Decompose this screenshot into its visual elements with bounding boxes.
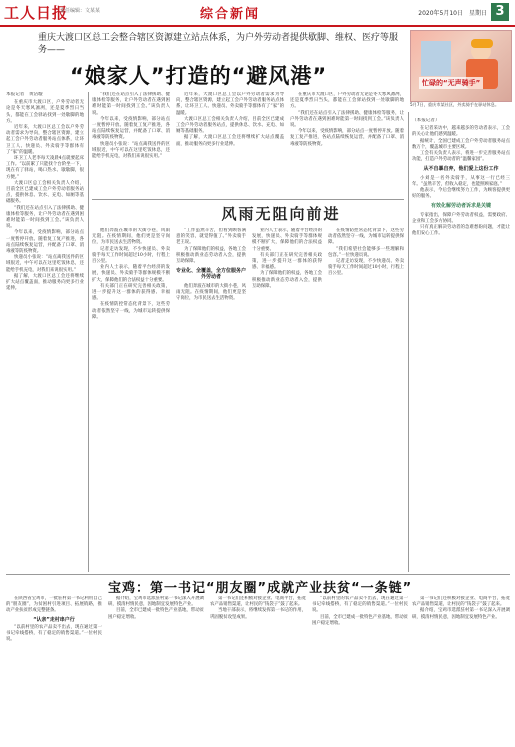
paragraph: 只有真正解决劳动者的急难愁盼问题，才能让他们安心工作。 [412, 225, 510, 237]
story1-kicker: 重庆大渡口区总工会整合辖区资源建立站点体系，为户外劳动者提供歇脚、维权、医疗等服务—— [38, 33, 399, 55]
paragraph: 今年以来，受疫情影响，部分站点一度暂停开放。随着复工复产推进，各站点陆续恢复运营，并配备了口罩、消毒液等防疫物资。 [290, 129, 404, 147]
story3-column-5 [412, 596, 510, 742]
paragraph: “我们还在站点引入了法律援助、健康体检等服务，让户外劳动者在遇到困难时能第一时间找到工会。”该负责人说。 [290, 110, 404, 129]
paragraph: 今年以来，受疫情影响，部分站点一度暂停开放。随着复工复产推进，各站点陆续恢复运营，并配备了口罩、消毒液等防疫物资。 [6, 230, 84, 255]
paragraph: 在重庆市大渡口区，户外劳动者无论是冬天寒风凛冽，还是夏季烈日当头，都能在工会驿站找到一处歇脚的地方。 [290, 92, 404, 110]
story-divider [6, 574, 510, 575]
paragraph: “我们还在站点引入了法律援助、健康体检等服务，让户外劳动者在遇到困难时能第一时间找到工会。”该负责人说。 [92, 92, 170, 116]
paragraph: 据了解，大渡口区总工会还将继续扩大站点覆盖面，推动服务向更多行业延伸。 [176, 135, 284, 147]
page-number-badge: 3 [491, 3, 509, 21]
paragraph: 有关部门正在研究完善相关政策，进一步提升这一群体的获得感、幸福感。 [92, 283, 170, 302]
column-divider [88, 92, 89, 572]
paragraph: 大渡口区总工会相关负责人介绍，目前全区已建成工会户外劳动者服务站点，提供休息、饮水、充电、如厕等基础服务。 [6, 180, 84, 205]
paragraph: 他们奔波在城市的大街小巷，风雨无阻。在疫情期间，他们更是坚守岗位，为市民送去生活物资。 [92, 228, 170, 246]
paragraph: 据介绍，宝鸡市选派驻村第一书记深入开展调研，摸清村情民意，因地制宜发展特色产业。 [412, 608, 510, 620]
story1-column-1 [6, 92, 84, 572]
paragraph: 业内人士表示，随着平台经济的发展，快递员、外卖骑手等群体规模不断扩大，保障他们的合法权益十分重要。 [92, 265, 170, 283]
paragraph: “工作虽然辛苦，但看到顾客满意的笑容，就觉得值了。”外卖骑手老王说。 [176, 228, 246, 246]
right-green-subhead: 有效化解劳动者诉求是关键 [430, 203, 491, 210]
story3-column-1 [6, 596, 102, 742]
paragraph: 在疫情防控常态化背景下，这些劳动者依然坚守一线，为城市运转提供保障。 [328, 228, 404, 246]
story2-column-3 [252, 228, 322, 568]
story1-column-3 [176, 92, 284, 197]
photo-caption: 5月7日，重庆市某社区，外卖骑手在驿站休息。 [410, 102, 500, 107]
paragraph: 环卫工人老李每天凌晨4点就要起床工作。“以前累了只能找个台阶坐一下，现在有了驿站，喝口热水、歇歇脚，很方便。” [6, 156, 84, 180]
right-byline: （本报记者） [412, 118, 440, 123]
paragraph: 目前，全市已建成一批特色产业基地，带动贫困户稳定增收。 [108, 608, 204, 620]
paragraph: 为了保障他们的权益，各地工会积极推动新业态劳动者入会，提供互助保障。 [176, 246, 246, 265]
story3-subhead: “认亲”走村串户行 [33, 616, 75, 623]
section-title: 综合新闻 [200, 7, 261, 22]
paragraph: 他们奔波在城市的大街小巷，风雨无阻。在疫情期间，他们更是坚守岗位，为市民送去生活物资。 [176, 283, 246, 302]
paragraph: “我们还在站点引入了法律援助、健康体检等服务，让户外劳动者在遇到困难时能第一时间找到工会。”该负责人说。 [6, 205, 84, 230]
paragraph: 今年以来，受疫情影响，部分站点一度暂停开放。随着复工复产推进，各站点陆续恢复运营，并配备了口罩、消毒液等防疫物资。 [92, 116, 170, 141]
story2-column-1 [92, 228, 170, 568]
paragraph: 近年来，大渡口区总工会以户外劳动者需求为导向，整合辖区资源，建立起工会户外劳动者服务站点体系，让环卫工人、快递员、外卖骑手等群体有了“家”的温暖。 [6, 125, 84, 155]
story3-column-4 [312, 596, 408, 742]
paragraph: 快递员小张说：“站点离我送件的区域很近，中午可以在这里吃饭休息，还能给手机充电，对我们来说很实用。” [6, 255, 84, 273]
paragraph: “以前村里的农产品卖不出去，现在通过第一书记牵线搭桥，有了稳定的销售渠道。”一位村民说。 [6, 624, 102, 643]
paragraph: 近年来，大渡口区总工会以户外劳动者需求为导向，整合辖区资源，建立起工会户外劳动者服务站点体系，让环卫工人、快递员、外卖骑手等群体有了“家”的温暖。 [176, 92, 284, 116]
paragraph: 小刘是一名外卖骑手，从事这一行已经三年。“虽然辛苦，但收入稳定，也能照顾家庭。” [412, 175, 510, 187]
story3-headline: 宝鸡：第一书记“朋友圈”成就产业扶贫“一条链” [108, 581, 413, 596]
paragraph: 当地干部表示，将继续发挥第一书记的作用，巩固脱贫攻坚成果。 [210, 608, 306, 620]
story2-column-4 [328, 228, 404, 568]
story1-headline: “娘家人”打造的“避风港” [70, 64, 328, 88]
story2-subhead: 专业化、全覆盖，全方位服务户外劳动者 [176, 268, 246, 281]
paragraph: “以前村里的农产品卖不出去，现在通过第一书记牵线搭桥，有了稳定的销售渠道。”一位村民说。 [312, 596, 408, 614]
paragraph: 专家指出，保障户外劳动者权益，需要政府、企业和工会多方协同。 [412, 212, 510, 224]
story-divider [92, 199, 404, 200]
newspaper-logo: 工人日报 [4, 4, 69, 22]
story1-headline-block [6, 32, 406, 87]
rider-photo-illustration [411, 31, 511, 101]
paragraph: 在记者采访中，越来越多的劳动者表示，工会的关心让他们感到温暖。 [412, 126, 510, 138]
story1-column-2 [92, 92, 170, 197]
paragraph: 据统计，全国已建成工会户外劳动者服务站点数万个，覆盖城市主要区域。 [412, 138, 510, 150]
story1-byline: 本报记者 黄洁璇 [6, 92, 43, 97]
paragraph: 在重庆市大渡口区，户外劳动者无论是冬天寒风凛冽，还是夏季烈日当头，都能在工会驿站找到一处歇脚的地方。 [6, 100, 84, 124]
story2-headline: 风雨无阻向前进 [221, 205, 341, 223]
paragraph: 快递员小张说：“站点离我送件的区域很近，中午可以在这里吃饭休息，还能给手机充电，对我们来说很实用。” [92, 141, 170, 160]
right-subhead: 从不自暴自弃，他们爱上这份工作 [423, 166, 499, 173]
issue-date: 2020年5月10日 星期日 [418, 10, 487, 17]
editor-line: 责任编辑：文某某 [60, 8, 101, 14]
paragraph: 工会有关负责人表示，将进一步完善服务站点功能，打造户外劳动者的“温馨家园”。 [412, 151, 510, 163]
paragraph: 在疫情防控常态化背景下，这些劳动者依然坚守一线，为城市运转提供保障。 [92, 302, 170, 320]
paragraph: 大渡口区总工会相关负责人介绍，目前全区已建成工会户外劳动者服务站点，提供休息、饮水、充电、如厕等基础服务。 [176, 116, 284, 135]
paragraph: 第一书记们还积极对接企业、电商平台，拓宽农产品销售渠道，让村民的“钱袋子”鼓了起来。 [412, 596, 510, 608]
paragraph: 业内人士表示，随着平台经济的发展，快递员、外卖骑手等群体规模不断扩大，保障他们的合法权益十分重要。 [252, 228, 322, 252]
paragraph: 据介绍，宝鸡市选派驻村第一书记深入开展调研，摸清村情民意，因地制宜发展特色产业。 [108, 596, 204, 608]
paragraph: 记者走访发现，不少快递员、外卖骑手每天工作时间超过10小时，行程上百公里。 [328, 259, 404, 277]
paragraph: 他表示，今后会继续努力工作，为顾客提供更好的服务。 [412, 188, 510, 200]
news-photo [410, 30, 512, 102]
paragraph: 记者走访发现，不少快递员、外卖骑手每天工作时间超过10小时，行程上百公里。 [92, 246, 170, 265]
story2-column-2 [176, 228, 246, 568]
photo-overlay-label: 忙碌的“无声骑手” [419, 77, 483, 89]
story3-column-3 [210, 596, 306, 742]
story1-column-4 [290, 92, 404, 197]
paragraph: 在陕西省宝鸡市，一批驻村第一书记利用自己的“朋友圈”，为贫困村引进项目、拓展销路，推动产业扶贫形成完整链条。 [6, 596, 102, 614]
story3-column-2 [108, 596, 204, 742]
paragraph: 目前，全市已建成一批特色产业基地，带动贫困户稳定增收。 [312, 614, 408, 626]
paragraph: “我们希望社会能够多一些理解和包容。”一位快递员说。 [328, 246, 404, 258]
right-column [412, 118, 510, 573]
column-divider [408, 112, 409, 572]
paragraph: 有关部门正在研究完善相关政策，进一步提升这一群体的获得感、幸福感。 [252, 252, 322, 271]
paragraph: 为了保障他们的权益，各地工会积极推动新业态劳动者入会，提供互助保障。 [252, 271, 322, 289]
paragraph: 据了解，大渡口区总工会还将继续扩大站点覆盖面，推动服务向更多行业延伸。 [6, 273, 84, 292]
masthead [0, 0, 515, 27]
paragraph: 第一书记们还积极对接企业、电商平台，拓宽农产品销售渠道，让村民的“钱袋子”鼓了起来。 [210, 596, 306, 608]
